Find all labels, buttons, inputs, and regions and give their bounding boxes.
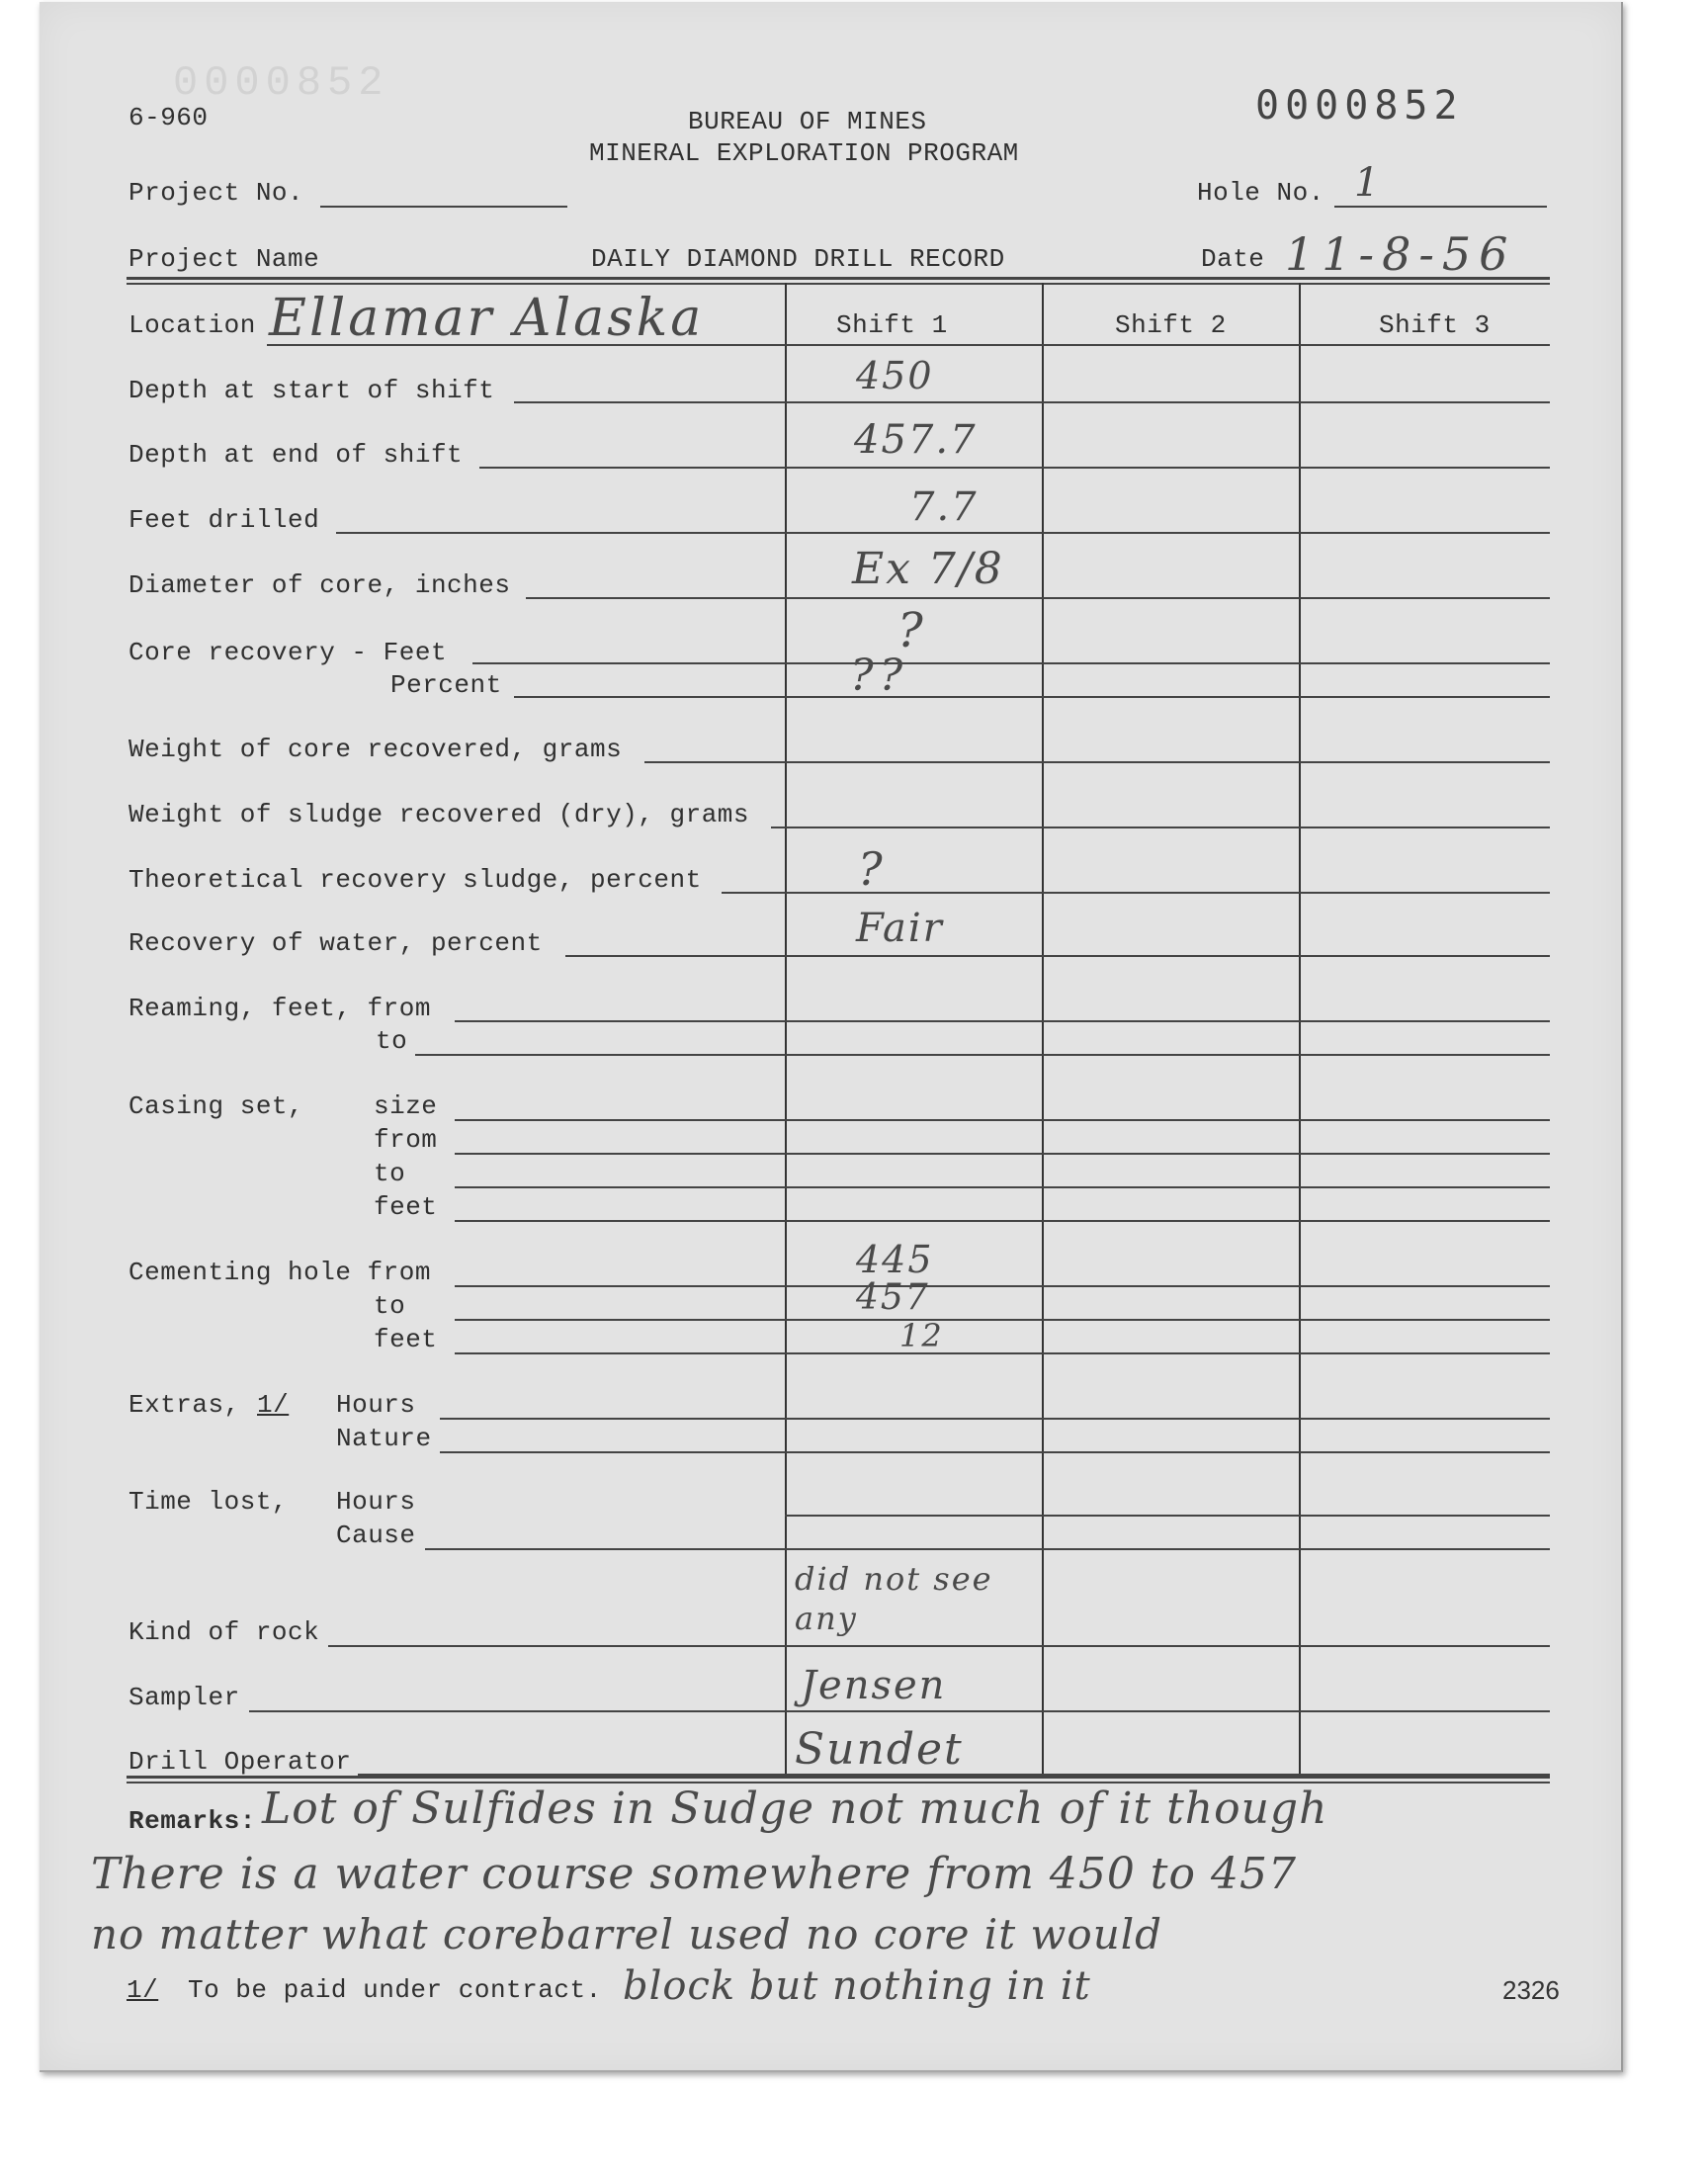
date-value: 11-8-56 bbox=[1285, 227, 1516, 281]
agency-title: BUREAU OF MINES bbox=[688, 107, 927, 136]
shift-1-header: Shift 1 bbox=[836, 310, 948, 340]
footnote-text: To be paid under contract. bbox=[188, 1975, 602, 2005]
program-title: MINERAL EXPLORATION PROGRAM bbox=[589, 138, 1019, 168]
shift-3-header: Shift 3 bbox=[1379, 310, 1491, 340]
kind-of-rock-shift1-line1: did not see bbox=[795, 1560, 993, 1598]
cement-feet-shift1: 12 bbox=[899, 1317, 944, 1354]
remarks-line-4: block but nothing in it bbox=[623, 1963, 1091, 2009]
cement-to-shift1: 457 bbox=[856, 1277, 930, 1318]
core-recovery-feet-shift1: ? bbox=[897, 603, 925, 658]
extras-label: Extras, bbox=[128, 1390, 240, 1420]
time-lost-hours-line bbox=[785, 1515, 1550, 1517]
casing-from-line bbox=[455, 1153, 1550, 1155]
hole-no-label: Hole No. bbox=[1197, 178, 1324, 208]
water-recovery-shift1: Fair bbox=[856, 906, 944, 951]
extras-hours-line bbox=[440, 1418, 1550, 1420]
hole-no-value: 1 bbox=[1354, 160, 1382, 206]
depth-start-line bbox=[514, 401, 1550, 403]
column-header-line bbox=[785, 344, 1550, 346]
depth-end-label: Depth at end of shift bbox=[128, 440, 464, 470]
water-recovery-line bbox=[565, 955, 1550, 957]
drill-operator-shift1: Sundet bbox=[795, 1724, 964, 1775]
date-label: Date bbox=[1201, 244, 1265, 274]
casing-feet-label: feet bbox=[374, 1192, 438, 1222]
time-lost-cause-line bbox=[425, 1548, 1550, 1550]
depth-start-label: Depth at start of shift bbox=[128, 376, 495, 405]
theoretical-sludge-label: Theoretical recovery sludge, percent bbox=[128, 865, 702, 895]
hole-no-line bbox=[1334, 206, 1547, 208]
core-recovery-percent-label: Percent bbox=[390, 670, 502, 700]
project-name-label: Project Name bbox=[128, 244, 320, 274]
remarks-label: Remarks: bbox=[128, 1806, 256, 1836]
core-recovery-percent-line bbox=[514, 696, 1550, 698]
extras-footnote-mark: 1/ bbox=[257, 1390, 290, 1420]
drill-operator-label: Drill Operator bbox=[128, 1747, 352, 1777]
column-divider-1 bbox=[785, 283, 787, 1776]
feet-drilled-shift1: 7.7 bbox=[909, 484, 979, 530]
diameter-line bbox=[526, 597, 1550, 599]
kind-of-rock-label: Kind of rock bbox=[128, 1617, 320, 1647]
time-lost-label: Time lost, bbox=[128, 1487, 289, 1517]
sampler-label: Sampler bbox=[128, 1683, 240, 1712]
cement-from-line bbox=[455, 1285, 1550, 1287]
time-lost-cause-label: Cause bbox=[336, 1521, 416, 1550]
location-value: Ellamar Alaska bbox=[269, 289, 705, 348]
extras-hours-label: Hours bbox=[336, 1390, 416, 1420]
serial-number: 0000852 bbox=[1255, 83, 1464, 129]
depth-end-line bbox=[479, 467, 1550, 469]
depth-end-shift1: 457.7 bbox=[854, 417, 978, 463]
casing-size-line bbox=[455, 1119, 1550, 1121]
column-divider-2 bbox=[1042, 283, 1044, 1776]
feet-drilled-label: Feet drilled bbox=[128, 505, 320, 535]
diameter-label: Diameter of core, inches bbox=[128, 570, 511, 600]
casing-size-label: size bbox=[374, 1091, 438, 1121]
sampler-line bbox=[249, 1710, 1550, 1712]
depth-start-shift1: 450 bbox=[856, 354, 934, 397]
core-recovery-feet-label: Core recovery - Feet bbox=[128, 638, 448, 667]
weight-core-line bbox=[644, 761, 1550, 763]
project-no-line bbox=[320, 206, 567, 208]
cement-from-shift1: 445 bbox=[856, 1238, 934, 1281]
reaming-to-label: to bbox=[376, 1026, 408, 1056]
footnote-mark: 1/ bbox=[127, 1975, 159, 2005]
core-recovery-feet-line bbox=[472, 662, 1550, 664]
water-recovery-label: Recovery of water, percent bbox=[128, 928, 543, 958]
reaming-from-line bbox=[455, 1020, 1550, 1022]
kind-of-rock-line bbox=[328, 1645, 1550, 1647]
casing-from-label: from bbox=[374, 1125, 438, 1155]
casing-to-label: to bbox=[374, 1159, 406, 1188]
extras-nature-line bbox=[440, 1451, 1550, 1453]
reaming-from-label: Reaming, feet, from bbox=[128, 994, 431, 1023]
theoretical-sludge-shift1: ? bbox=[858, 842, 885, 896]
extras-nature-label: Nature bbox=[336, 1424, 432, 1453]
casing-feet-line bbox=[455, 1220, 1550, 1222]
cement-to-line bbox=[455, 1319, 1550, 1321]
form-sheet bbox=[40, 2, 1623, 2072]
weight-sludge-label: Weight of sludge recovered (dry), grams bbox=[128, 800, 749, 829]
core-recovery-percent-shift1: ?? bbox=[850, 651, 909, 701]
sampler-shift1: Jensen bbox=[801, 1663, 947, 1708]
feet-drilled-line bbox=[336, 532, 1550, 534]
cement-to-label: to bbox=[374, 1291, 406, 1321]
form-number: 6-960 bbox=[128, 103, 209, 132]
shift-2-header: Shift 2 bbox=[1115, 310, 1227, 340]
ghost-serial-number: 0000852 bbox=[173, 59, 389, 107]
project-no-label: Project No. bbox=[128, 178, 304, 208]
casing-set-label: Casing set, bbox=[128, 1091, 304, 1121]
diameter-shift1: Ex 7/8 bbox=[852, 544, 1004, 594]
location-label: Location bbox=[128, 310, 256, 340]
weight-core-label: Weight of core recovered, grams bbox=[128, 735, 623, 764]
remarks-line-3: no matter what corebarrel used no core it would bbox=[91, 1910, 1163, 1958]
kind-of-rock-shift1-line2: any bbox=[795, 1600, 858, 1637]
reaming-to-line bbox=[415, 1054, 1550, 1056]
table-bottom-rule bbox=[127, 1776, 1550, 1779]
theoretical-sludge-line bbox=[722, 892, 1550, 894]
location-line bbox=[267, 344, 785, 346]
cement-feet-label: feet bbox=[374, 1325, 438, 1354]
record-title: DAILY DIAMOND DRILL RECORD bbox=[591, 244, 1005, 274]
remarks-line-1: Lot of Sulfides in Sudge not much of it though bbox=[262, 1784, 1328, 1834]
time-lost-hours-label: Hours bbox=[336, 1487, 416, 1517]
page-number: 2326 bbox=[1502, 1975, 1560, 2005]
casing-to-line bbox=[455, 1186, 1550, 1188]
header-rule bbox=[127, 277, 1550, 280]
cement-feet-line bbox=[455, 1352, 1550, 1354]
header-rule-2 bbox=[127, 283, 1550, 285]
remarks-line-2: There is a water course somewhere from 450 to 457 bbox=[91, 1849, 1297, 1899]
cement-from-label: Cementing hole from bbox=[128, 1258, 431, 1287]
weight-sludge-line bbox=[771, 826, 1550, 828]
column-divider-3 bbox=[1299, 283, 1301, 1776]
